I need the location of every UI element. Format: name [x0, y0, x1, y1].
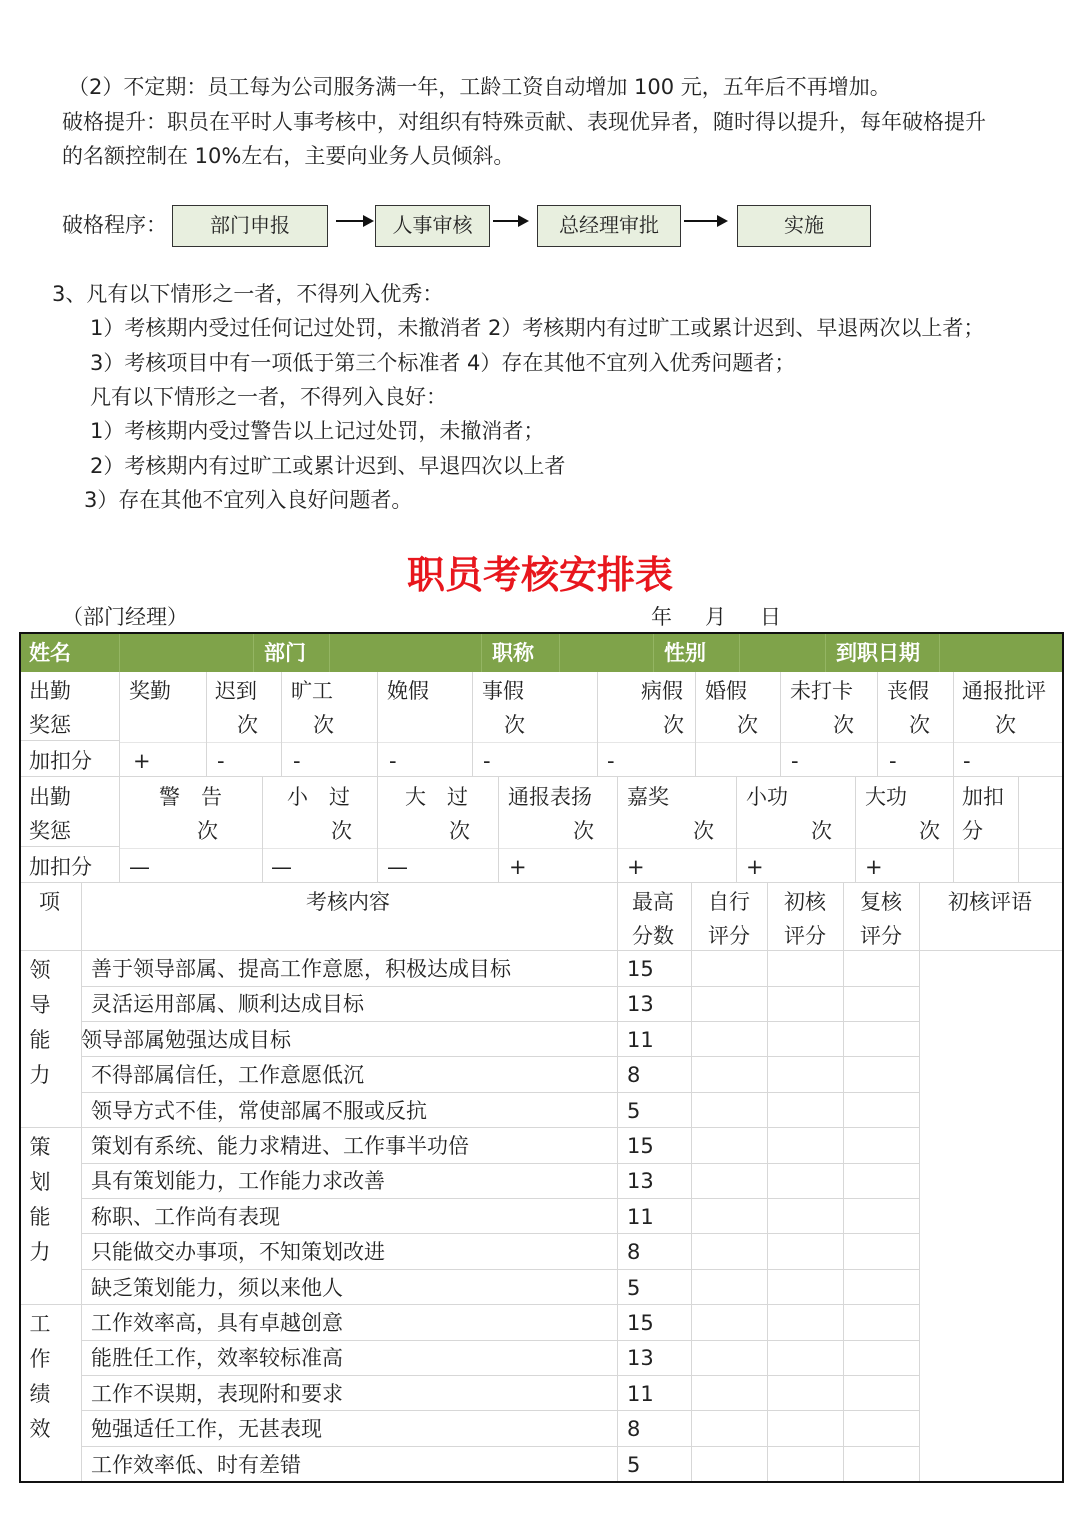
header-join-date: 到职日期	[836, 641, 920, 665]
eval-header-max-2: 分数	[632, 924, 674, 948]
att2-item-sign: +	[746, 855, 764, 879]
att1-item-name: 迟到	[215, 679, 257, 703]
att1-item-sign: -	[389, 749, 397, 773]
evaluation-table	[19, 632, 1064, 1483]
table-header-row	[21, 634, 1062, 672]
category-label: 领	[29, 958, 51, 982]
eval-content: 策划有系统、能力求精进、工作事半功倍	[91, 1134, 469, 1158]
arrow-right-icon	[684, 215, 728, 227]
category-label: 能	[29, 1205, 51, 1229]
att2-item-unit: 次	[197, 819, 218, 843]
eval-content: 工作效率低、时有差错	[91, 1453, 301, 1477]
eval-score: 13	[627, 1169, 654, 1193]
att1-item-unit: 次	[833, 713, 854, 737]
eval-score: 13	[627, 1346, 654, 1370]
rules-line-5: 1）考核期内受过警告以上记过处罚，未撤消者；	[90, 419, 545, 443]
eval-score: 8	[627, 1417, 641, 1441]
att1-item-name: 娩假	[387, 679, 429, 703]
eval-score: 11	[627, 1028, 654, 1052]
eval-content: 称职、工作尚有表现	[91, 1205, 280, 1229]
procedure-step-2: 人事审核	[375, 205, 490, 247]
eval-score: 5	[627, 1453, 641, 1477]
att2-item-unit: 次	[573, 819, 594, 843]
procedure-step-3: 总经理审批	[537, 205, 681, 247]
att2-item-sign: —	[271, 855, 292, 879]
category-label: 绩	[29, 1382, 51, 1406]
procedure-label: 破格程序：	[62, 213, 167, 237]
year-label: 年	[651, 605, 672, 629]
att2-label-1: 出勤	[29, 785, 71, 809]
category-label: 作	[29, 1347, 51, 1371]
att2-item-name: 小功	[746, 785, 788, 809]
att1-item-name: 未打卡	[790, 679, 853, 703]
intro-line-1: （2）不定期：员工每为公司服务满一年，工龄工资自动增加 100 元，五年后不再增加。	[68, 75, 891, 99]
att2-item-name: 通报表扬	[508, 785, 592, 809]
eval-content: 领导部属勉强达成目标	[81, 1028, 291, 1052]
eval-content: 不得部属信任，工作意愿低沉	[91, 1063, 364, 1087]
att2-item-unit: 次	[693, 819, 714, 843]
att1-item-unit: 次	[504, 713, 525, 737]
eval-content: 勉强适任工作，无甚表现	[91, 1417, 322, 1441]
att1-item-sign: -	[607, 749, 615, 773]
eval-content: 能胜任工作，效率较标准高	[91, 1346, 343, 1370]
att2-bonus-label-2: 分	[962, 819, 983, 843]
header-dept: 部门	[264, 641, 306, 665]
eval-score: 15	[627, 1311, 654, 1335]
att2-item-sign: +	[865, 855, 883, 879]
att1-item-unit: 次	[737, 713, 758, 737]
eval-content: 工作不误期，表现附和要求	[91, 1382, 343, 1406]
att1-item-sign: -	[791, 749, 799, 773]
eval-header-self-2: 评分	[708, 924, 750, 948]
eval-header-first-1: 初核	[784, 890, 826, 914]
att2-item-unit: 次	[331, 819, 352, 843]
att2-item-unit: 次	[811, 819, 832, 843]
header-title: 职称	[492, 641, 534, 665]
eval-header-first-2: 评分	[784, 924, 826, 948]
month-label: 月	[705, 605, 726, 629]
att2-label-2: 奖惩	[29, 819, 71, 843]
att2-item-sign: +	[627, 855, 645, 879]
att1-item-unit: 次	[313, 713, 334, 737]
rules-line-4: 凡有以下情形之一者，不得列入良好：	[90, 385, 447, 409]
rules-line-2: 1）考核期内受过任何记过处罚，未撤消者 2）考核期内有过旷工或累计迟到、早退两次以上者；	[90, 316, 985, 340]
category-label: 力	[29, 1063, 51, 1087]
att1-item-sign: +	[133, 749, 151, 773]
eval-score: 5	[627, 1276, 641, 1300]
arrow-right-icon	[336, 215, 374, 227]
att1-item-name: 事假	[482, 679, 524, 703]
category-label: 导	[29, 993, 51, 1017]
eval-header-self-1: 自行	[708, 890, 750, 914]
header-gender: 性别	[664, 641, 706, 665]
att2-item-sign: —	[387, 855, 408, 879]
att1-item-sign: -	[889, 749, 897, 773]
eval-score: 13	[627, 992, 654, 1016]
eval-header-re-1: 复核	[860, 890, 902, 914]
eval-content: 善于领导部属、提高工作意愿，积极达成目标	[91, 957, 511, 981]
eval-header-re-2: 评分	[860, 924, 902, 948]
att1-item-unit: 次	[909, 713, 930, 737]
eval-content: 只能做交办事项，不知策划改进	[91, 1240, 385, 1264]
att2-item-name: 小 过	[287, 785, 350, 809]
eval-content: 具有策划能力，工作能力求改善	[91, 1169, 385, 1193]
eval-content: 领导方式不佳，常使部属不服或反抗	[91, 1099, 427, 1123]
att1-item-sign: -	[963, 749, 971, 773]
category-label: 能	[29, 1028, 51, 1052]
att1-item-unit: 次	[237, 713, 258, 737]
eval-header-content: 考核内容	[306, 890, 390, 914]
category-label: 效	[29, 1417, 51, 1441]
category-label: 力	[29, 1240, 51, 1264]
att2-item-name: 警 告	[159, 785, 222, 809]
table-title: 职员考核安排表	[406, 553, 673, 597]
eval-content: 工作效率高，具有卓越创意	[91, 1311, 343, 1335]
att1-label-1: 出勤	[29, 679, 71, 703]
eval-header-max-1: 最高	[632, 890, 674, 914]
arrow-right-icon	[493, 215, 529, 227]
rules-line-3: 3）考核项目中有一项低于第三个标准者 4）存在其他不宜列入优秀问题者；	[90, 351, 796, 375]
dept-manager-label: （部门经理）	[62, 605, 188, 629]
att1-item-name: 病假	[641, 679, 683, 703]
day-label: 日	[760, 605, 781, 629]
eval-score: 5	[627, 1099, 641, 1123]
eval-score: 15	[627, 1134, 654, 1158]
att1-label-3: 加扣分	[29, 749, 92, 773]
att2-label-3: 加扣分	[29, 855, 92, 879]
att1-label-2: 奖惩	[29, 713, 71, 737]
category-label: 策	[29, 1135, 51, 1159]
att2-item-sign: —	[129, 855, 150, 879]
header-name: 姓名	[29, 641, 71, 665]
att1-item-unit: 次	[995, 713, 1016, 737]
intro-line-3: 的名额控制在 10%左右，主要向业务人员倾斜。	[62, 144, 515, 168]
category-label: 划	[29, 1170, 51, 1194]
att2-item-name: 嘉奖	[627, 785, 669, 809]
eval-score: 11	[627, 1382, 654, 1406]
att2-item-name: 大 过	[405, 785, 468, 809]
eval-score: 8	[627, 1240, 641, 1264]
att1-item-sign: -	[483, 749, 491, 773]
att1-item-name: 旷工	[291, 679, 333, 703]
att1-item-sign: -	[217, 749, 225, 773]
category-label: 工	[29, 1312, 51, 1336]
att2-bonus-label-1: 加扣	[962, 785, 1004, 809]
eval-score: 11	[627, 1205, 654, 1229]
att2-item-unit: 次	[919, 819, 940, 843]
att1-item-name: 奖勤	[129, 679, 171, 703]
eval-content: 灵活运用部属、顺利达成目标	[91, 992, 364, 1016]
procedure-step-4: 实施	[737, 205, 871, 247]
eval-score: 15	[627, 957, 654, 981]
procedure-step-1: 部门申报	[172, 205, 328, 247]
att1-item-unit: 次	[663, 713, 684, 737]
att1-item-name: 婚假	[705, 679, 747, 703]
eval-content: 缺乏策划能力，须以来他人	[91, 1276, 343, 1300]
att2-item-unit: 次	[449, 819, 470, 843]
att2-item-name: 大功	[865, 785, 907, 809]
eval-score: 8	[627, 1063, 641, 1087]
att1-item-name: 通报批评	[962, 679, 1046, 703]
rules-line-1: 3、凡有以下情形之一者，不得列入优秀：	[52, 282, 444, 306]
eval-header-item: 项	[39, 890, 60, 914]
att2-item-sign: +	[509, 855, 527, 879]
att1-item-name: 丧假	[887, 679, 929, 703]
att1-item-sign: -	[293, 749, 301, 773]
intro-line-2: 破格提升：职员在平时人事考核中，对组织有特殊贡献、表现优异者，随时得以提升，每年破格提升	[62, 110, 986, 134]
eval-header-comment: 初核评语	[948, 890, 1032, 914]
rules-line-7: 3）存在其他不宜列入良好问题者。	[84, 488, 413, 512]
rules-line-6: 2）考核期内有过旷工或累计迟到、早退四次以上者	[90, 454, 566, 478]
